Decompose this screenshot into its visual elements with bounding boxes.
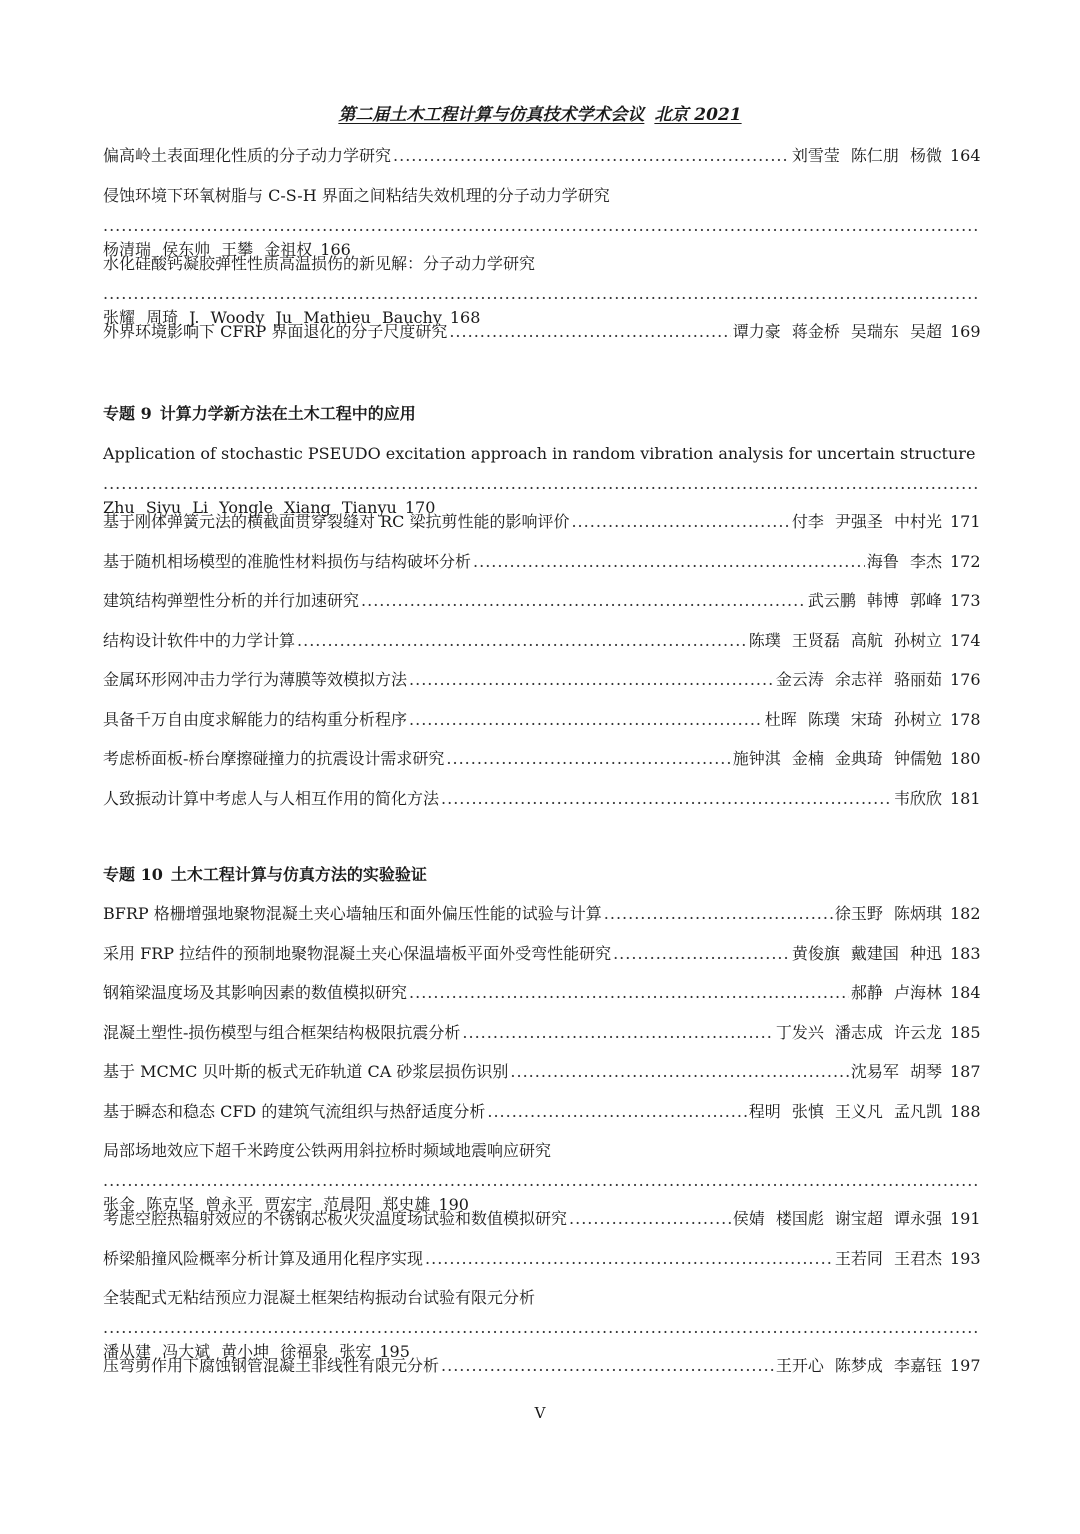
leader-dots [297,629,747,653]
entry-title: 混凝土塑性-损伤模型与组合框架结构极限抗震分析 [103,1022,461,1042]
entry-page: 183 [950,943,981,963]
entry-page: 184 [950,983,981,1002]
entry-authors: 杨清瑞 侯东帅 王攀 金祖权 [103,239,313,259]
entry-page: 190 [438,1195,469,1214]
toc-entry [103,1284,980,1361]
entry-page: 174 [950,630,981,650]
entry-authors: 韦欣欣 [893,788,942,808]
entry-title: 水化硅酸钙凝胶弹性性质高温损伤的新见解：分子动力学研究 [103,253,536,273]
toc-entry [103,785,980,825]
entry-title: Application of stochastic PSEUDO excitation approach in random vibration analysis for uncertain structure [103,444,976,463]
leader-dots [103,282,978,306]
leader-dots [441,787,892,811]
entry-authors: 徐玉野 陈炳琪 [834,904,942,923]
entry-page: 166 [320,239,351,259]
toc-entry [103,627,980,667]
leader-dots [409,708,763,732]
toc-entry [103,1019,980,1059]
entry-title: 结构设计软件中的力学计算 [103,630,296,650]
leader-dots [473,550,865,574]
toc-entry [103,1245,980,1285]
toc-entry [103,745,980,785]
section-title: 计算力学新方法在土木工程中的应用 [159,404,416,423]
entry-title: 具备千万自由度求解能力的结构重分析程序 [103,709,408,729]
leader-dots [103,1316,978,1340]
conference-title: 第二届土木工程计算与仿真技术学术会议 [338,105,645,125]
toc-entry [103,440,980,517]
toc-group-top [103,142,980,357]
entry-authors: 潘从建 冯大斌 黄小坤 徐福泉 张宏 [103,1342,372,1361]
entry-authors: 张耀 周琦 J. Woody Ju Mathieu Bauchy [103,307,442,327]
toc-entry [103,318,980,358]
entry-title: 钢箱梁温度场及其影响因素的数值模拟研究 [103,983,408,1002]
entry-title: 局部场地效应下超千米跨度公铁两用斜拉桥时频域地震响应研究 [103,1141,552,1160]
leader-dots [613,942,790,966]
leader-dots [462,1021,773,1045]
leader-dots [425,1247,833,1271]
entry-page: 171 [950,512,981,531]
entry-authors: 侯婧 楼国彪 谢宝超 谭永强 [732,1209,942,1228]
entry-authors: 陈璞 王贤磊 高航 孙树立 [748,630,942,650]
entry-page: 193 [950,1248,981,1268]
leader-dots [604,902,833,926]
entry-title: 基于瞬态和稳态 CFD 的建筑气流组织与热舒适度分析 [103,1101,486,1121]
toc-entry [103,666,980,706]
toc-entry [103,1058,980,1098]
entry-page: 173 [950,591,981,610]
toc-entry [103,142,980,182]
entry-page: 191 [950,1209,981,1228]
toc-section-9 [103,402,980,426]
toc-entry [103,1205,980,1245]
leader-dots [446,747,730,771]
leader-dots [409,668,774,692]
toc-entry [103,940,980,980]
entry-page: 185 [950,1022,981,1042]
entry-title: 采用 FRP 拉结件的预制地聚物混凝土夹心保温墙板平面外受弯性能研究 [103,943,612,963]
entry-page: 182 [950,904,981,923]
entry-page: 180 [950,749,981,768]
leader-dots [409,981,849,1005]
entry-authors: 金云涛 余志祥 骆丽茹 [775,670,942,689]
section-heading [103,402,980,426]
entry-title: 桥梁船撞风险概率分析计算及通用化程序实现 [103,1248,424,1268]
toc-section-10 [103,863,980,887]
entry-authors: 海鲁 李杰 [866,551,942,571]
entry-page: 169 [950,321,981,341]
entry-authors: 杜晖 陈璞 宋琦 孙树立 [764,709,942,729]
leader-dots [393,144,790,168]
entry-title: 金属环形网冲击力学行为薄膜等效模拟方法 [103,670,408,689]
toc-entry [103,979,980,1019]
entry-page: 168 [449,307,481,327]
entry-authors: 王若同 王君杰 [834,1248,942,1268]
entry-authors: Zhu Siyu Li Yongle Xiang Tianyu [103,498,397,517]
entry-title: 基于随机相场模型的准脆性材料损伤与结构破坏分析 [103,551,472,571]
entry-title: 压弯剪作用下腐蚀钢管混凝土非线性有限元分析 [103,1356,440,1375]
entry-page: 181 [950,788,981,808]
section-title: 土木工程计算与仿真方法的实验验证 [170,865,427,884]
section-label: 专题 9 [103,404,152,423]
entry-title: 考虑桥面板-桥台摩擦碰撞力的抗震设计需求研究 [103,749,445,768]
entry-authors: 谭力豪 蒋金桥 吴瑞东 吴超 [732,321,942,341]
entry-page: 197 [950,1356,981,1375]
toc-entry [103,250,980,327]
toc-entry [103,900,980,940]
toc-entry [103,587,980,627]
entry-page: 188 [950,1101,981,1121]
leader-dots [103,472,978,496]
entry-authors: 郝静 卢海林 [850,983,942,1002]
toc-entry [103,1352,980,1392]
entry-authors: 付李 尹强圣 中村光 [791,512,942,531]
entry-authors: 施钟淇 金楠 金典琦 钟儒勉 [732,749,942,768]
entry-title: 人致振动计算中考虑人与人相互作用的简化方法 [103,788,440,808]
entry-authors: 程明 张慎 王义凡 孟凡凯 [748,1101,942,1121]
entry-title: 建筑结构弹塑性分析的并行加速研究 [103,591,360,610]
leader-dots [569,1207,731,1231]
entry-page: 172 [950,551,981,571]
entry-title: 偏高岭土表面理化性质的分子动力学研究 [103,146,392,165]
leader-dots [361,589,806,613]
section-heading [103,863,980,887]
toc-entry [103,508,980,548]
leader-dots [103,1169,978,1193]
leader-dots [441,1354,774,1378]
entry-title: 基于 MCMC 贝叶斯的板式无砟轨道 CA 砂浆层损伤识别 [103,1062,509,1081]
entry-page: 164 [950,146,981,165]
toc-entry [103,1137,980,1214]
entry-title: BFRP 格栅增强地聚物混凝土夹心墙轴压和面外偏压性能的试验与计算 [103,904,602,923]
entry-authors: 刘雪莹 陈仁朋 杨微 [791,146,942,165]
toc-entry [103,548,980,588]
entry-page: 176 [950,670,981,689]
toc-section-10-entries [103,900,980,1392]
entry-title: 考虑空腔热辐射效应的不锈钢芯板火灾温度场试验和数值模拟研究 [103,1209,568,1228]
entry-authors: 沈易军 胡琴 [850,1062,942,1081]
entry-title: 全装配式无粘结预应力混凝土框架结构振动台试验有限元分析 [103,1288,536,1307]
entry-page: 170 [404,498,436,517]
toc-entry [103,1098,980,1138]
page-header [0,100,1080,125]
leader-dots [510,1060,849,1084]
toc-entry [103,706,980,746]
toc-section-9-entries [103,440,980,824]
toc-entry [103,182,980,259]
entry-authors: 丁发兴 潘志成 许云龙 [775,1022,942,1042]
leader-dots [571,510,789,534]
entry-title: 外界环境影响下 CFRP 界面退化的分子尺度研究 [103,321,448,341]
leader-dots [449,320,730,344]
entry-page: 195 [379,1342,410,1361]
entry-authors: 黄俊旗 戴建国 种迅 [791,943,942,963]
entry-authors: 张金 陈克坚 曾永平 贾宏宇 范晨阳 郑史雄 [103,1195,431,1214]
page-number: V [534,1404,546,1422]
conference-location-year: 北京 2021 [654,105,742,125]
entry-page: 187 [950,1062,981,1081]
entry-authors: 王开心 陈梦成 李嘉钰 [775,1356,942,1375]
leader-dots [487,1100,746,1124]
leader-dots [103,214,978,238]
entry-page: 178 [950,709,981,729]
entry-authors: 武云鹏 韩博 郭峰 [807,591,942,610]
entry-title: 基于刚体弹簧元法的横截面贯穿裂缝对 RC 梁抗剪性能的影响评价 [103,512,570,531]
section-label: 专题 10 [103,865,163,884]
entry-title: 侵蚀环境下环氧树脂与 C-S-H 界面之间粘结失效机理的分子动力学研究 [103,185,610,205]
